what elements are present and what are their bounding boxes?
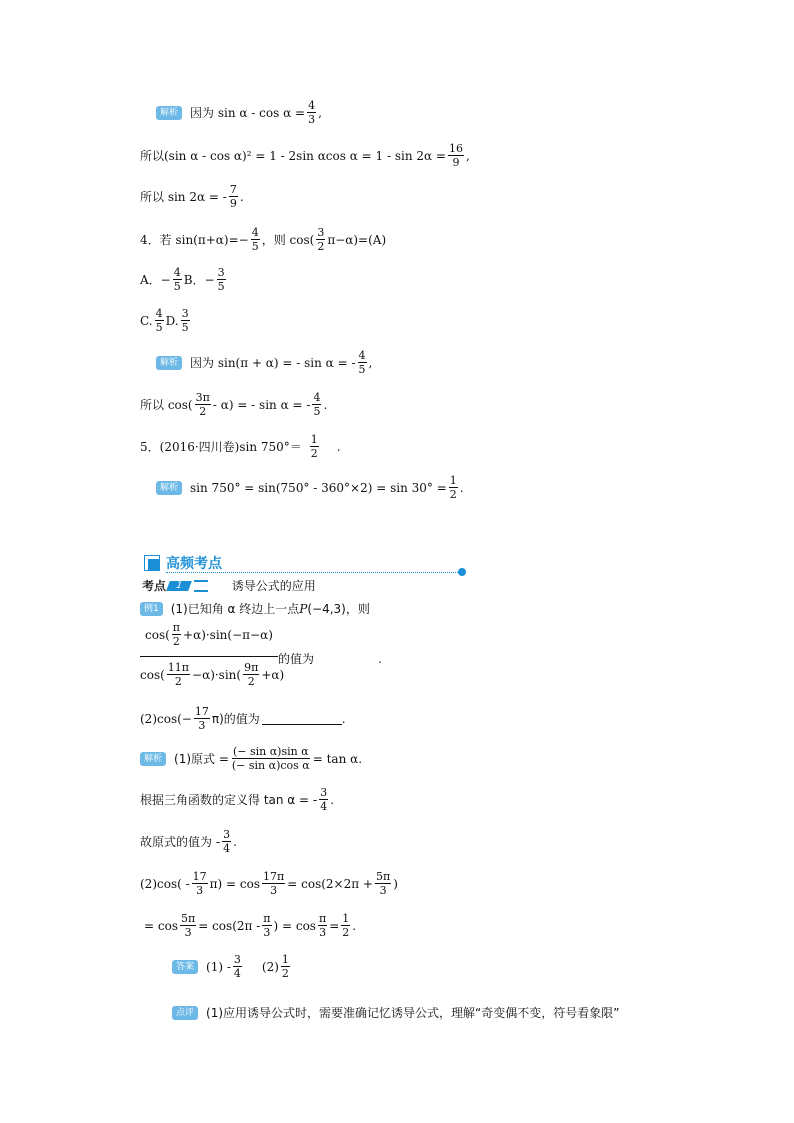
answer-tag: 答案 <box>172 960 198 974</box>
question-5: 5．(2016·四川卷)sin 750°＝ $\frac{1}{2}$ . <box>140 433 341 460</box>
example-numerator: cos( $\frac{\pi}{2}$ +α)·sin(−π−α) <box>145 621 273 648</box>
solution-ex-3: 故原式的值为 - $\frac{3}{4}$ . <box>140 828 237 855</box>
fraction: $\frac{\pi}{2}$ <box>172 621 181 648</box>
question-4-options-cd: C. $\frac{4}{5}$ D. $\frac{3}{5}$ <box>140 307 189 334</box>
fraction: $\frac{\pi}{3}$ <box>318 912 327 939</box>
fraction: $\frac{4}{5}$ <box>155 307 163 334</box>
fraction: $\frac{\text{(− sin α)sin α}}{\text{(− sin α)cos α}}$ <box>231 745 310 772</box>
solution-4-line-1: 解析 因为 sin(π + α) = - sin α = - $\frac{4}{5}$ , <box>156 350 372 375</box>
solution-4-line-2: 所以 cos( $\frac{3\pi}{2}$ - α) = - sin α = - $\frac{4}{5}$ . <box>140 391 328 418</box>
solution-ex-1: 解析 (1)原式 = $\frac{\text{(− sin α)sin α}}{\text{(− sin α)cos α}}$ = tan α. <box>140 746 362 771</box>
fraction: $\frac{11\pi}{2}$ <box>167 661 190 688</box>
solution-tag: 解析 <box>156 356 182 370</box>
fraction: $\frac{4}{3}$ <box>308 99 316 126</box>
fraction: $\frac{3}{4}$ <box>233 953 241 980</box>
fraction: $\frac{4}{5}$ <box>251 226 259 253</box>
answer-line: 答案 (1) - $\frac{3}{4}$ (2) $\frac{1}{2}$ <box>172 954 292 979</box>
fraction: $\frac{5\pi}{3}$ <box>180 912 196 939</box>
solution-line-3: 所以 sin 2α = - $\frac{7}{9}$ . <box>140 183 244 210</box>
question-4: 4．若 sin(π+α)=− $\frac{4}{5}$ ，则 cos( $\frac{3}{2}$ π−α)=(A) <box>140 226 387 253</box>
fraction: $\frac{9\pi}{2}$ <box>244 661 259 688</box>
fraction: $\frac{1}{2}$ <box>342 912 350 939</box>
fraction: $\frac{7}{9}$ <box>229 183 237 210</box>
value-prompt: 的值为 . <box>278 651 382 666</box>
fraction: $\frac{4}{5}$ <box>173 266 181 293</box>
fraction: $\frac{\pi}{3}$ <box>263 912 271 939</box>
fraction: $\frac{17\pi}{3}$ <box>263 870 285 897</box>
example-part-2: (2)cos(− $\frac{17}{3}$ π)的值为 . <box>140 705 346 732</box>
solution-tag: 解析 <box>156 106 182 120</box>
fraction: $\frac{17}{3}$ <box>192 870 207 897</box>
comment-tag: 点评 <box>172 1006 198 1020</box>
example-tag: 例1 <box>140 602 163 616</box>
solution-ex-4: (2)cos( - $\frac{17}{3}$ π) = cos $\frac{17\pi}{3}$ = cos(2×2π + $\frac{5\pi}{3}$ ) <box>140 870 398 897</box>
solution-line-2: 所以(sin α - cos α)² = 1 - 2sin αcos α = 1 - sin 2α = $\frac{16}{9}$ , <box>140 142 470 169</box>
fraction: $\frac{4}{5}$ <box>358 349 366 376</box>
fraction: $\frac{1}{2}$ <box>310 433 318 460</box>
section-square-icon <box>144 555 160 571</box>
example-1-line: 例1 (1)已知角 α 终边上一点 P (−4,3)，则 <box>140 600 370 617</box>
fraction-bar <box>140 656 278 657</box>
answer-blank <box>262 712 342 725</box>
fraction: $\frac{3}{2}$ <box>317 226 325 253</box>
section-header <box>144 553 464 573</box>
solution-ex-2: 根据三角函数的定义得 tan α = - $\frac{3}{4}$ . <box>140 786 335 813</box>
question-4-options-ab: A．− $\frac{4}{5}$ B．− $\frac{3}{5}$ <box>140 266 225 293</box>
example-denominator: cos( $\frac{11\pi}{2}$ −α)·sin( $\frac{9\pi}{2}$ +α) <box>140 661 285 688</box>
comment-line: 点评 (1)应用诱导公式时，需要准确记忆诱导公式，理解“奇变偶不变，符号看象限” <box>172 1004 619 1021</box>
solution-tag: 解析 <box>156 481 182 495</box>
fraction: $\frac{17}{3}$ <box>194 705 209 732</box>
solution-line-1: 解析 因为 sin α - cos α = $\frac{4}{3}$ , <box>156 100 322 125</box>
fraction: $\frac{4}{5}$ <box>313 391 321 418</box>
solution-5: 解析 sin 750° = sin(750° - 360°×2) = sin 30° = $\frac{1}{2}$ . <box>156 475 464 500</box>
fraction: $\frac{3}{4}$ <box>223 828 231 855</box>
section-divider <box>166 572 460 573</box>
fraction: $\frac{1}{2}$ <box>449 474 457 501</box>
keypoint-heading <box>142 577 316 594</box>
fraction: $\frac{3\pi}{2}$ <box>195 391 210 418</box>
section-title: 高频考点 <box>166 556 222 572</box>
keypoint-title: 诱导公式的应用 <box>231 579 316 593</box>
fraction: $\frac{3}{4}$ <box>320 786 328 813</box>
fraction: $\frac{3}{5}$ <box>181 307 189 334</box>
solution-tag: 解析 <box>140 752 166 766</box>
fraction: $\frac{5\pi}{3}$ <box>375 870 391 897</box>
fraction: $\frac{3}{5}$ <box>217 266 225 293</box>
bars-icon <box>194 580 208 592</box>
fraction: $\frac{16}{9}$ <box>448 142 463 169</box>
section-dot-icon <box>458 568 466 576</box>
keypoint-badge: 考点 1 <box>142 577 232 594</box>
solution-ex-5: = cos $\frac{5\pi}{3}$ = cos(2π - $\frac{\pi}{3}$ ) = cos $\frac{\pi}{3}$ = $\frac{1}{2}$ . <box>144 912 357 939</box>
fraction: $\frac{1}{2}$ <box>281 953 289 980</box>
